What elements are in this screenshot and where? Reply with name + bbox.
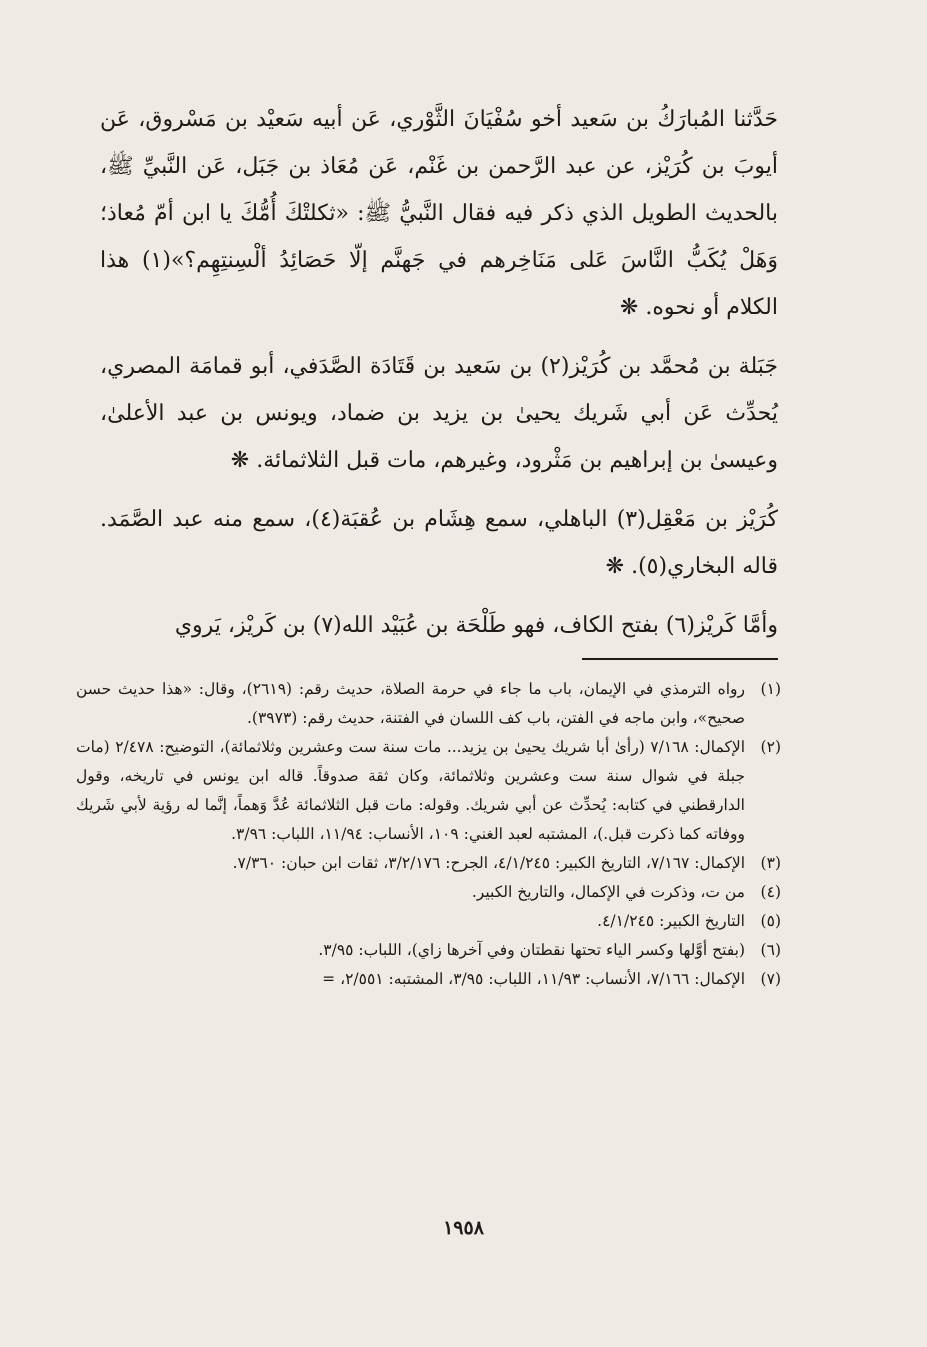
- footnote-divider: [582, 658, 778, 660]
- paragraph-jabala: جَبَلة بن مُحمَّد بن كُرَيْز(٢) بن سَعيد بن قَتَادَة الصَّدَفي، أبو قمامَة المصري، يُحدِّث عَن أبي شَريك يحيىٰ بن يزيد بن ضماد، ويونس بن عبد الأعلىٰ، وعيسىٰ بن إبراهيم بن مَثْرود، وغيرهم، مات قبل الثلاثمائة. ❋: [100, 354, 778, 473]
- footnote: [76, 878, 781, 907]
- footnote-number: (٤): [760, 883, 781, 901]
- footnote-text: الإكمال: ٧/١٦٨ (رأىٰ أبا شريك يحيىٰ بن يزيد... مات سنة ست وعشرين وثلاثمائة)، التوضيح: ٢/٤٧٨ (مات جبلة في شوال سنة ست وعشرين وثلاثمائة، وكان ثقة صدوقاً. قاله ابن يونس في تاريخه، وقول الدارقطني في كتابه: يُحدِّث عن أبي شريك. وقوله: مات قبل الثلاثمائة عُدَّ وَهماً، إنَّما له رؤية لأبي شَريك ووفاته كما ذكرت قبل.)، المشتبه لعبد الغني: ١٠٩، الأنساب: ١١/٩٤، اللباب: ٣/٩٦.: [76, 738, 746, 843]
- footnote: [76, 849, 781, 878]
- paragraph-hadith: حَدَّثنا المُبارَكُ بن سَعيد أخو سُفْيَانَ الثَّوْري، عَن أبيه سَعيْد بن مَسْروق، عَن أيوبَ بن كُرَيْز، عن عبد الرَّحمن بن غَنْم، عَن مُعَاذ بن جَبَل، عَن النَّبيِّ ﷺ، بالحديث الطويل الذي ذكر فيه فقال النَّبيُّ ﷺ: «ثكلتْكَ أُمُّكَ يا ابن أمّ مُعاذ؛ وَهَلْ يُكَبُّ النَّاسَ عَلى مَنَاخِرهم في جَهنَّم إلّا حَصَائِدُ ألْسِنتِهِم؟»(١) هذا الكلام أو نحوه. ❋: [100, 107, 779, 320]
- footnote-number: (٢): [760, 738, 781, 756]
- footnote: [76, 936, 781, 965]
- footnote: [76, 907, 781, 936]
- footnote-text: التاريخ الكبير: ٤/١/٢٤٥.: [597, 912, 745, 930]
- footnotes: [76, 675, 781, 994]
- footnote: [76, 675, 781, 733]
- footnote-number: (٦): [760, 941, 781, 959]
- footnote: [76, 733, 781, 849]
- footnote-text: الإكمال: ٧/١٦٧، التاريخ الكبير: ٤/١/٢٤٥، الجرح: ٣/٢/١٧٦، ثقات ابن حبان: ٧/٣٦٠.: [232, 854, 745, 872]
- footnote-text: الإكمال: ٧/١٦٦، الأنساب: ١١/٩٣، اللباب: ٣/٩٥، المشتبه: ٢/٥٥١، =: [322, 970, 745, 988]
- footnote-text: (بفتح أوَّلها وكسر الياء تحتها نقطتان وفي آخرها زاي)، اللباب: ٣/٩٥.: [318, 941, 745, 959]
- footnote-text: من ت، وذكرت في الإكمال، والتاريخ الكبير.: [471, 883, 745, 901]
- footnote-number: (٥): [760, 912, 781, 930]
- footnote-number: (١): [760, 680, 781, 698]
- footnote-number: (٧): [760, 970, 781, 988]
- paragraph-kurayz: كُرَيْز بن مَعْقِل(٣) الباهلي، سمع هِشَام بن عُقبَة(٤)، سمع منه عبد الصَّمَد. قاله البخاري(٥). ❋: [100, 507, 778, 579]
- footnote: [76, 965, 781, 994]
- paragraph-kariz: وأمَّا كَريْز(٦) بفتح الكاف، فهو طَلْحَة بن عُبَيْد الله(٧) بن كَريْز، يَروي: [174, 613, 778, 638]
- footnote-number: (٣): [760, 854, 781, 872]
- main-text: [100, 96, 778, 649]
- page-number: ١٩٥٨: [443, 1217, 484, 1239]
- footnote-text: رواه الترمذي في الإيمان، باب ما جاء في حرمة الصلاة، حديث رقم: (٢٦١٩)، وقال: «هذا حديث حسن صحيح»، وابن ماجه في الفتن، باب كف اللسان في الفتنة، حديث رقم: (٣٩٧٣).: [76, 680, 746, 727]
